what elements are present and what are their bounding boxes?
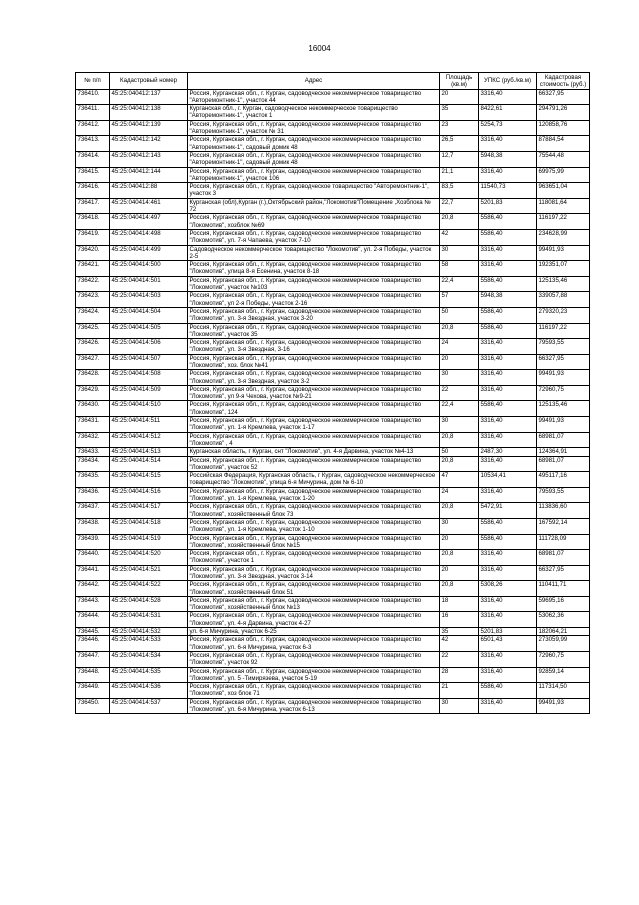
table-row xyxy=(76,503,590,519)
upks-cell: 3316,40 xyxy=(479,612,537,628)
address-cell: Россия, Курганская обл., г. Курган, садоводческое некоммерческое товарищество "Локомотив", хоз блок 71 xyxy=(188,683,440,699)
address-cell: Российская Федерация, Курганская область, г Курган, садоводческое некоммерческое товарищество "Локомотив", улица 6-я Мичурина, дом № 6-10 xyxy=(188,472,440,488)
table-row xyxy=(76,401,590,417)
address-cell: Курганская область, г Курган, снт "Локомотив", ул. 4-я Дарвина, участок №4-13 xyxy=(188,448,440,456)
area-cell: 20,8 xyxy=(440,550,479,566)
cadastral-cost-cell: 339057,88 xyxy=(537,292,590,308)
cadastral-cost-cell: 113836,60 xyxy=(537,503,590,519)
cadastral-table xyxy=(75,72,590,714)
cadastral-number-cell: 45:25:040414:501 xyxy=(110,276,188,292)
address-cell: Россия, Курганская обл., г. Курган, садоводческое некоммерческое товарищество "Локомотив", хоз. блок №41 xyxy=(188,354,440,370)
row-number-cell: 736447. xyxy=(76,651,110,667)
table-row xyxy=(76,667,590,683)
address-cell: Россия, Курганская обл., г. Курган, садоводческое некоммерческое товарищество "Локомотив", ул. 6-я Мичурина, участок 6-3 xyxy=(188,636,440,652)
address-cell: Россия, Курганская обл., г. Курган, садоводческое некоммерческое товарищество "Локомотив", ул. 3-я Звездная, участок 3-14 xyxy=(188,565,440,581)
cadastral-number-cell: 45:25:040412:139 xyxy=(110,120,188,136)
cadastral-cost-cell: 125135,46 xyxy=(537,401,590,417)
area-cell: 28 xyxy=(440,667,479,683)
upks-cell: 5308,26 xyxy=(479,581,537,597)
header-upks: УПКС (руб./кв.м) xyxy=(479,73,537,90)
row-number-cell: 736425. xyxy=(76,323,110,339)
cadastral-cost-cell: 99491,93 xyxy=(537,370,590,386)
upks-cell: 5586,40 xyxy=(479,683,537,699)
address-cell: Россия, Курганская обл., г. Курган, садоводческое некоммерческое товарищество "Локомотив", ул. 3-я Звездная, участок 3-2 xyxy=(188,370,440,386)
address-cell: ул. 6-я Мичурина, участок 6-25 xyxy=(188,628,440,636)
cadastral-cost-cell: 75544,48 xyxy=(537,151,590,167)
table-row xyxy=(76,636,590,652)
upks-cell: 3316,40 xyxy=(479,261,537,277)
table-row xyxy=(76,534,590,550)
address-cell: Россия, Курганская обл., г. Курган, садоводческое некоммерческое товарищество "Локомотив", улица 8-я Есенина, участок 8-18 xyxy=(188,261,440,277)
upks-cell: 3316,40 xyxy=(479,245,537,261)
table-header-row xyxy=(76,73,590,90)
table-row xyxy=(76,518,590,534)
area-cell: 30 xyxy=(440,417,479,433)
cadastral-number-cell: 45:25:040412:142 xyxy=(110,136,188,152)
upks-cell: 2487,30 xyxy=(479,448,537,456)
area-cell: 20,8 xyxy=(440,432,479,448)
table-row xyxy=(76,323,590,339)
area-cell: 24 xyxy=(440,487,479,503)
table-row xyxy=(76,683,590,699)
header-cadastral-number: Кадастровый номер xyxy=(110,73,188,90)
cadastral-cost-cell: 68981,07 xyxy=(537,550,590,566)
address-cell: Россия, Курганская обл., г. Курган, садоводческое некоммерческое товарищество "Локомотив", ул. 1-я Кремлева, участок 1-17 xyxy=(188,417,440,433)
upks-cell: 3316,40 xyxy=(479,432,537,448)
upks-cell: 5586,40 xyxy=(479,307,537,323)
table-row xyxy=(76,261,590,277)
upks-cell: 5948,38 xyxy=(479,292,537,308)
area-cell: 24 xyxy=(440,339,479,355)
cadastral-number-cell: 45:25:040414:511 xyxy=(110,417,188,433)
row-number-cell: 736445. xyxy=(76,628,110,636)
table-row xyxy=(76,183,590,199)
area-cell: 57 xyxy=(440,292,479,308)
upks-cell: 5472,91 xyxy=(479,503,537,519)
upks-cell: 3316,40 xyxy=(479,136,537,152)
table-row xyxy=(76,307,590,323)
table-row xyxy=(76,472,590,488)
row-number-cell: 736422. xyxy=(76,276,110,292)
area-cell: 58 xyxy=(440,261,479,277)
table-row xyxy=(76,136,590,152)
area-cell: 20 xyxy=(440,354,479,370)
table-row xyxy=(76,245,590,261)
cadastral-number-cell: 45:25:040414:512 xyxy=(110,432,188,448)
area-cell: 23 xyxy=(440,120,479,136)
header-address: Адрес xyxy=(188,73,440,90)
address-cell: Россия, Курганская обл., г. Курган, садоводческое некоммерческое товарищество "Локомотив" , 4 xyxy=(188,432,440,448)
address-cell: Россия, Курганская обл., г. Курган, садоводческое товарищество "Авторемонтник-1", участок 3 xyxy=(188,183,440,199)
area-cell: 22 xyxy=(440,651,479,667)
row-number-cell: 736436. xyxy=(76,487,110,503)
cadastral-number-cell: 45:25:040414:509 xyxy=(110,385,188,401)
address-cell: Россия, Курганская обл., г. Курган, садоводческое некоммерческое товарищество "Локомотив", участок 35 xyxy=(188,323,440,339)
upks-cell: 5586,40 xyxy=(479,401,537,417)
row-number-cell: 736438. xyxy=(76,518,110,534)
upks-cell: 3316,40 xyxy=(479,167,537,183)
area-cell: 50 xyxy=(440,307,479,323)
upks-cell: 3316,40 xyxy=(479,370,537,386)
table-row xyxy=(76,581,590,597)
cadastral-cost-cell: 124364,91 xyxy=(537,448,590,456)
row-number-cell: 736410. xyxy=(76,89,110,105)
area-cell: 20,8 xyxy=(440,214,479,230)
row-number-cell: 736423. xyxy=(76,292,110,308)
header-area: Площадь (кв.м) xyxy=(440,73,479,90)
cadastral-number-cell: 45:25:040414:508 xyxy=(110,370,188,386)
upks-cell: 3316,40 xyxy=(479,89,537,105)
cadastral-cost-cell: 92859,14 xyxy=(537,667,590,683)
cadastral-cost-cell: 234628,99 xyxy=(537,229,590,245)
upks-cell: 5586,40 xyxy=(479,276,537,292)
upks-cell: 5586,40 xyxy=(479,323,537,339)
table-row xyxy=(76,432,590,448)
upks-cell: 6501,43 xyxy=(479,636,537,652)
table-row xyxy=(76,229,590,245)
area-cell: 42 xyxy=(440,229,479,245)
table-row xyxy=(76,448,590,456)
cadastral-number-cell: 45:25:040412:144 xyxy=(110,167,188,183)
cadastral-number-cell: 45:25:040412:88 xyxy=(110,183,188,199)
area-cell: 47 xyxy=(440,472,479,488)
address-cell: Россия, Курганская обл., г. Курган, садоводческое некоммерческое товарищество "Авторемонтник-1", садовый домик 48 xyxy=(188,136,440,152)
upks-cell: 8422,61 xyxy=(479,105,537,121)
cadastral-number-cell: 45:25:040414:498 xyxy=(110,229,188,245)
table-row xyxy=(76,120,590,136)
table-row xyxy=(76,292,590,308)
row-number-cell: 736439. xyxy=(76,534,110,550)
table-row xyxy=(76,417,590,433)
row-number-cell: 736420. xyxy=(76,245,110,261)
cadastral-number-cell: 45:25:040414:510 xyxy=(110,401,188,417)
address-cell: Россия, Курганская обл., г. Курган, садоводческое некоммерческое товарищество "Локомотив", ул 9-я Чехова, участок №9-21 xyxy=(188,385,440,401)
cadastral-number-cell: 45:25:040414:497 xyxy=(110,214,188,230)
area-cell: 50 xyxy=(440,448,479,456)
upks-cell: 3316,40 xyxy=(479,651,537,667)
cadastral-number-cell: 45:25:040414:505 xyxy=(110,323,188,339)
area-cell: 30 xyxy=(440,370,479,386)
area-cell: 35 xyxy=(440,628,479,636)
table-row xyxy=(76,385,590,401)
upks-cell: 3316,40 xyxy=(479,550,537,566)
row-number-cell: 736449. xyxy=(76,683,110,699)
upks-cell: 3316,40 xyxy=(479,698,537,714)
cadastral-cost-cell: 294791,26 xyxy=(537,105,590,121)
address-cell: Россия, Курганская обл., г. Курган, садоводческое некоммерческое товарищество "Локомотив", 124 xyxy=(188,401,440,417)
upks-cell: 3316,40 xyxy=(479,385,537,401)
address-cell: Россия, Курганская обл., г. Курган, садоводческое некоммерческое товарищество "Авторемонтник-1", участок 44 xyxy=(188,89,440,105)
cadastral-number-cell: 45:25:040414:504 xyxy=(110,307,188,323)
cadastral-cost-cell: 279320,23 xyxy=(537,307,590,323)
row-number-cell: 736432. xyxy=(76,432,110,448)
row-number-cell: 736417. xyxy=(76,198,110,214)
cadastral-number-cell: 45:25:040414:507 xyxy=(110,354,188,370)
address-cell: Садоводческое некоммерческое товарищество "Локомотив", ул. 2-я Победы, участок 2-5 xyxy=(188,245,440,261)
area-cell: 22,4 xyxy=(440,276,479,292)
row-number-cell: 736411. xyxy=(76,105,110,121)
address-cell: Россия, Курганская обл., г. Курган, садоводческое некоммерческое товарищество "Локомотив", участок 52 xyxy=(188,456,440,472)
upks-cell: 5586,40 xyxy=(479,229,537,245)
upks-cell: 5586,40 xyxy=(479,534,537,550)
row-number-cell: 736429. xyxy=(76,385,110,401)
area-cell: 22,7 xyxy=(440,198,479,214)
row-number-cell: 736418. xyxy=(76,214,110,230)
cadastral-number-cell: 45:25:040414:520 xyxy=(110,550,188,566)
area-cell: 20 xyxy=(440,534,479,550)
area-cell: 30 xyxy=(440,245,479,261)
cadastral-cost-cell: 167592,14 xyxy=(537,518,590,534)
upks-cell: 3316,40 xyxy=(479,417,537,433)
upks-cell: 3316,40 xyxy=(479,487,537,503)
row-number-cell: 736441. xyxy=(76,565,110,581)
upks-cell: 10534,41 xyxy=(479,472,537,488)
row-number-cell: 736434. xyxy=(76,456,110,472)
table-row xyxy=(76,487,590,503)
cadastral-cost-cell: 118081,64 xyxy=(537,198,590,214)
cadastral-number-cell: 45:25:040414:533 xyxy=(110,636,188,652)
upks-cell: 3316,40 xyxy=(479,339,537,355)
cadastral-cost-cell: 182064,21 xyxy=(537,628,590,636)
upks-cell: 5586,40 xyxy=(479,214,537,230)
row-number-cell: 736435. xyxy=(76,472,110,488)
header-cadastral-cost: Кадастровая стоимость (руб.) xyxy=(537,73,590,90)
row-number-cell: 736442. xyxy=(76,581,110,597)
cadastral-cost-cell: 99491,93 xyxy=(537,245,590,261)
cadastral-cost-cell: 87884,54 xyxy=(537,136,590,152)
row-number-cell: 736440. xyxy=(76,550,110,566)
upks-cell: 3316,40 xyxy=(479,456,537,472)
row-number-cell: 736427. xyxy=(76,354,110,370)
upks-cell: 5254,73 xyxy=(479,120,537,136)
table-row xyxy=(76,354,590,370)
area-cell: 21 xyxy=(440,683,479,699)
cadastral-number-cell: 45:25:040414:499 xyxy=(110,245,188,261)
row-number-cell: 736443. xyxy=(76,596,110,612)
row-number-cell: 736444. xyxy=(76,612,110,628)
upks-cell: 3316,40 xyxy=(479,596,537,612)
table-row xyxy=(76,698,590,714)
table-row xyxy=(76,89,590,105)
address-cell: Россия, Курганская обл., г. Курган, садоводческое некоммерческое товарищество "Локомотив", ул. 3-я Звездная, 3-16 xyxy=(188,339,440,355)
address-cell: Россия, Курганская обл., г. Курган, садоводческое некоммерческое товарищество "Локомотив", ул. 1-я Кремлева, участок 1-20 xyxy=(188,487,440,503)
cadastral-number-cell: 45:25:040412:137 xyxy=(110,89,188,105)
cadastral-cost-cell: 963651,04 xyxy=(537,183,590,199)
row-number-cell: 736448. xyxy=(76,667,110,683)
cadastral-number-cell: 45:25:040414:519 xyxy=(110,534,188,550)
table-row xyxy=(76,370,590,386)
cadastral-cost-cell: 79593,55 xyxy=(537,339,590,355)
cadastral-cost-cell: 273059,99 xyxy=(537,636,590,652)
cadastral-cost-cell: 116197,22 xyxy=(537,323,590,339)
table-row xyxy=(76,276,590,292)
upks-cell: 3316,40 xyxy=(479,565,537,581)
row-number-cell: 736428. xyxy=(76,370,110,386)
cadastral-cost-cell: 66327,95 xyxy=(537,89,590,105)
cadastral-number-cell: 45:25:040414:535 xyxy=(110,667,188,683)
header-num: № п/п xyxy=(76,73,110,90)
row-number-cell: 736450. xyxy=(76,698,110,714)
row-number-cell: 736416. xyxy=(76,183,110,199)
address-cell: Россия, Курганская обл., г. Курган, садоводческое некоммерческое товарищество "Локомотив", ул. 3-я Звездная, участок 3-20 xyxy=(188,307,440,323)
cadastral-number-cell: 45:25:040414:513 xyxy=(110,448,188,456)
table-row xyxy=(76,198,590,214)
table-row xyxy=(76,339,590,355)
row-number-cell: 736414. xyxy=(76,151,110,167)
area-cell: 20,8 xyxy=(440,581,479,597)
table-row xyxy=(76,596,590,612)
row-number-cell: 736413. xyxy=(76,136,110,152)
address-cell: Россия, Курганская обл., г. Курган, садоводческое некоммерческое товарищество "Локомотив", участок 1 xyxy=(188,550,440,566)
address-cell: Россия, Курганская обл., г. Курган, садоводческое некоммерческое товарищество "Локомотив", ул. 4-я Дарвина, участок 4-27 xyxy=(188,612,440,628)
area-cell: 20 xyxy=(440,89,479,105)
row-number-cell: 736431. xyxy=(76,417,110,433)
cadastral-number-cell: 45:25:040414:518 xyxy=(110,518,188,534)
cadastral-number-cell: 45:25:040412:138 xyxy=(110,105,188,121)
cadastral-number-cell: 45:25:040414:514 xyxy=(110,456,188,472)
row-number-cell: 736412. xyxy=(76,120,110,136)
area-cell: 20 xyxy=(440,565,479,581)
cadastral-number-cell: 45:25:040412:143 xyxy=(110,151,188,167)
cadastral-cost-cell: 99491,93 xyxy=(537,417,590,433)
cadastral-number-cell: 45:25:040414:536 xyxy=(110,683,188,699)
upks-cell: 5948,38 xyxy=(479,151,537,167)
cadastral-number-cell: 45:25:040414:503 xyxy=(110,292,188,308)
cadastral-number-cell: 45:25:040414:461 xyxy=(110,198,188,214)
area-cell: 21,1 xyxy=(440,167,479,183)
cadastral-cost-cell: 120858,76 xyxy=(537,120,590,136)
cadastral-number-cell: 45:25:040414:500 xyxy=(110,261,188,277)
upks-cell: 5201,83 xyxy=(479,628,537,636)
table-row xyxy=(76,151,590,167)
cadastral-number-cell: 45:25:040414:521 xyxy=(110,565,188,581)
table-row xyxy=(76,550,590,566)
page-number: 16004 xyxy=(308,44,331,53)
cadastral-cost-cell: 53062,36 xyxy=(537,612,590,628)
address-cell: Россия, Курганская обл., г. Курган, садоводческое некоммерческое товарищество "Локомотив", ул. 7-я Чапаева, участок 7-10 xyxy=(188,229,440,245)
cadastral-number-cell: 45:25:040414:517 xyxy=(110,503,188,519)
cadastral-cost-cell: 66327,95 xyxy=(537,565,590,581)
address-cell: Россия, Курганская обл., г. Курган, садоводческое некоммерческое товарищество "Локомотив", ул. 1-я Кремлева, участок 1-10 xyxy=(188,518,440,534)
area-cell: 20,8 xyxy=(440,323,479,339)
address-cell: Россия, Курганская обл., г. Курган, садоводческое некоммерческое товарищество "Локомотив", ул. 5 -Тимирязева, участок 5-19 xyxy=(188,667,440,683)
table-row xyxy=(76,565,590,581)
row-number-cell: 736437. xyxy=(76,503,110,519)
cadastral-cost-cell: 116197,22 xyxy=(537,214,590,230)
address-cell: Курганская обл., г. Курган, садоводческое некоммерческое товарищество "Авторемонтник-1", участок 1 xyxy=(188,105,440,121)
row-number-cell: 736415. xyxy=(76,167,110,183)
cadastral-cost-cell: 117314,50 xyxy=(537,683,590,699)
table-body xyxy=(76,89,590,714)
cadastral-number-cell: 45:25:040414:516 xyxy=(110,487,188,503)
cadastral-cost-cell: 66327,95 xyxy=(537,354,590,370)
cadastral-cost-cell: 111728,09 xyxy=(537,534,590,550)
row-number-cell: 736430. xyxy=(76,401,110,417)
table-row xyxy=(76,651,590,667)
cadastral-cost-cell: 72960,75 xyxy=(537,651,590,667)
cadastral-cost-cell: 110411,71 xyxy=(537,581,590,597)
upks-cell: 5201,83 xyxy=(479,198,537,214)
cadastral-number-cell: 45:25:040414:534 xyxy=(110,651,188,667)
address-cell: Россия, Курганская обл., г. Курган, садоводческое некоммерческое товарищество "Локомотив", хозяйственный блок №13 xyxy=(188,596,440,612)
area-cell: 18 xyxy=(440,596,479,612)
row-number-cell: 736446. xyxy=(76,636,110,652)
cadastral-number-cell: 45:25:040414:531 xyxy=(110,612,188,628)
area-cell: 35 xyxy=(440,105,479,121)
area-cell: 83,5 xyxy=(440,183,479,199)
table-row xyxy=(76,456,590,472)
address-cell: Россия, Курганская обл., г. Курган, садоводческое некоммерческое товарищество "Авторемонтник-1", участок 106 xyxy=(188,167,440,183)
cadastral-number-cell: 45:25:040414:537 xyxy=(110,698,188,714)
cadastral-cost-cell: 192351,07 xyxy=(537,261,590,277)
area-cell: 30 xyxy=(440,518,479,534)
row-number-cell: 736426. xyxy=(76,339,110,355)
address-cell: Россия, Курганская обл., г. Курган, садоводческое некоммерческое товарищество "Локомотив", хозяйственный блок 73 xyxy=(188,503,440,519)
cadastral-cost-cell: 72960,75 xyxy=(537,385,590,401)
table-row xyxy=(76,167,590,183)
area-cell: 12,7 xyxy=(440,151,479,167)
cadastral-cost-cell: 68981,07 xyxy=(537,456,590,472)
row-number-cell: 736433. xyxy=(76,448,110,456)
address-cell: Россия, Курганская обл., г. Курган, садоводческое некоммерческое товарищество "Локомотив", хозблок №69 xyxy=(188,214,440,230)
upks-cell: 3316,40 xyxy=(479,354,537,370)
area-cell: 20,8 xyxy=(440,456,479,472)
upks-cell: 11540,73 xyxy=(479,183,537,199)
cadastral-cost-cell: 79593,55 xyxy=(537,487,590,503)
cadastral-cost-cell: 68981,07 xyxy=(537,432,590,448)
area-cell: 16 xyxy=(440,612,479,628)
area-cell: 20,8 xyxy=(440,503,479,519)
area-cell: 22,4 xyxy=(440,401,479,417)
address-cell: Курганская (обл),Курган (г.),Октябрьский район,"Локомотив"Помещение ,Хозблока № 72 xyxy=(188,198,440,214)
table-row xyxy=(76,105,590,121)
row-number-cell: 736419. xyxy=(76,229,110,245)
area-cell: 30 xyxy=(440,698,479,714)
row-number-cell: 736421. xyxy=(76,261,110,277)
address-cell: Россия, Курганская обл., г. Курган, садоводческое некоммерческое товарищество "Локомотив", ул. 6-я Мичурина, участок 6-13 xyxy=(188,698,440,714)
area-cell: 42 xyxy=(440,636,479,652)
cadastral-number-cell: 45:25:040414:506 xyxy=(110,339,188,355)
cadastral-cost-cell: 495117,16 xyxy=(537,472,590,488)
cadastral-cost-cell: 59695,16 xyxy=(537,596,590,612)
table-row xyxy=(76,214,590,230)
area-cell: 26,5 xyxy=(440,136,479,152)
address-cell: Россия, Курганская обл., г. Курган, садоводческое некоммерческое товарищество "Локомотив", участок 92 xyxy=(188,651,440,667)
row-number-cell: 736424. xyxy=(76,307,110,323)
address-cell: Россия, Курганская обл., г. Курган, садоводческое некоммерческое товарищество "Локомотив", хозяйственный блок №15 xyxy=(188,534,440,550)
area-cell: 22 xyxy=(440,385,479,401)
upks-cell: 5586,40 xyxy=(479,518,537,534)
address-cell: Россия, Курганская обл., г. Курган, садоводческое некоммерческое товарищество "Авторемонтник-1", участок № 31 xyxy=(188,120,440,136)
table-row xyxy=(76,612,590,628)
cadastral-cost-cell: 69975,99 xyxy=(537,167,590,183)
cadastral-number-cell: 45:25:040414:532 xyxy=(110,628,188,636)
cadastral-number-cell: 45:25:040414:515 xyxy=(110,472,188,488)
address-cell: Россия, Курганская обл., г. Курган, садоводческое некоммерческое товарищество "Локомотив", ул 2-я Победы, участок 2-16 xyxy=(188,292,440,308)
table-row xyxy=(76,628,590,636)
cadastral-cost-cell: 99491,93 xyxy=(537,698,590,714)
upks-cell: 3316,40 xyxy=(479,667,537,683)
address-cell: Россия, Курганская обл., г. Курган, садоводческое некоммерческое товарищество "Локомотив", хозяйственный блок 51 xyxy=(188,581,440,597)
cadastral-number-cell: 45:25:040414:528 xyxy=(110,596,188,612)
address-cell: Россия, Курганская обл., г. Курган, садоводческое некоммерческое товарищество "Локомотив", участок №103 xyxy=(188,276,440,292)
cadastral-cost-cell: 125135,46 xyxy=(537,276,590,292)
address-cell: Россия, Курганская обл., г. Курган, садоводческое некоммерческое товарищество "Авторемонтник-1", садовый домик 48 xyxy=(188,151,440,167)
cadastral-number-cell: 45:25:040414:522 xyxy=(110,581,188,597)
